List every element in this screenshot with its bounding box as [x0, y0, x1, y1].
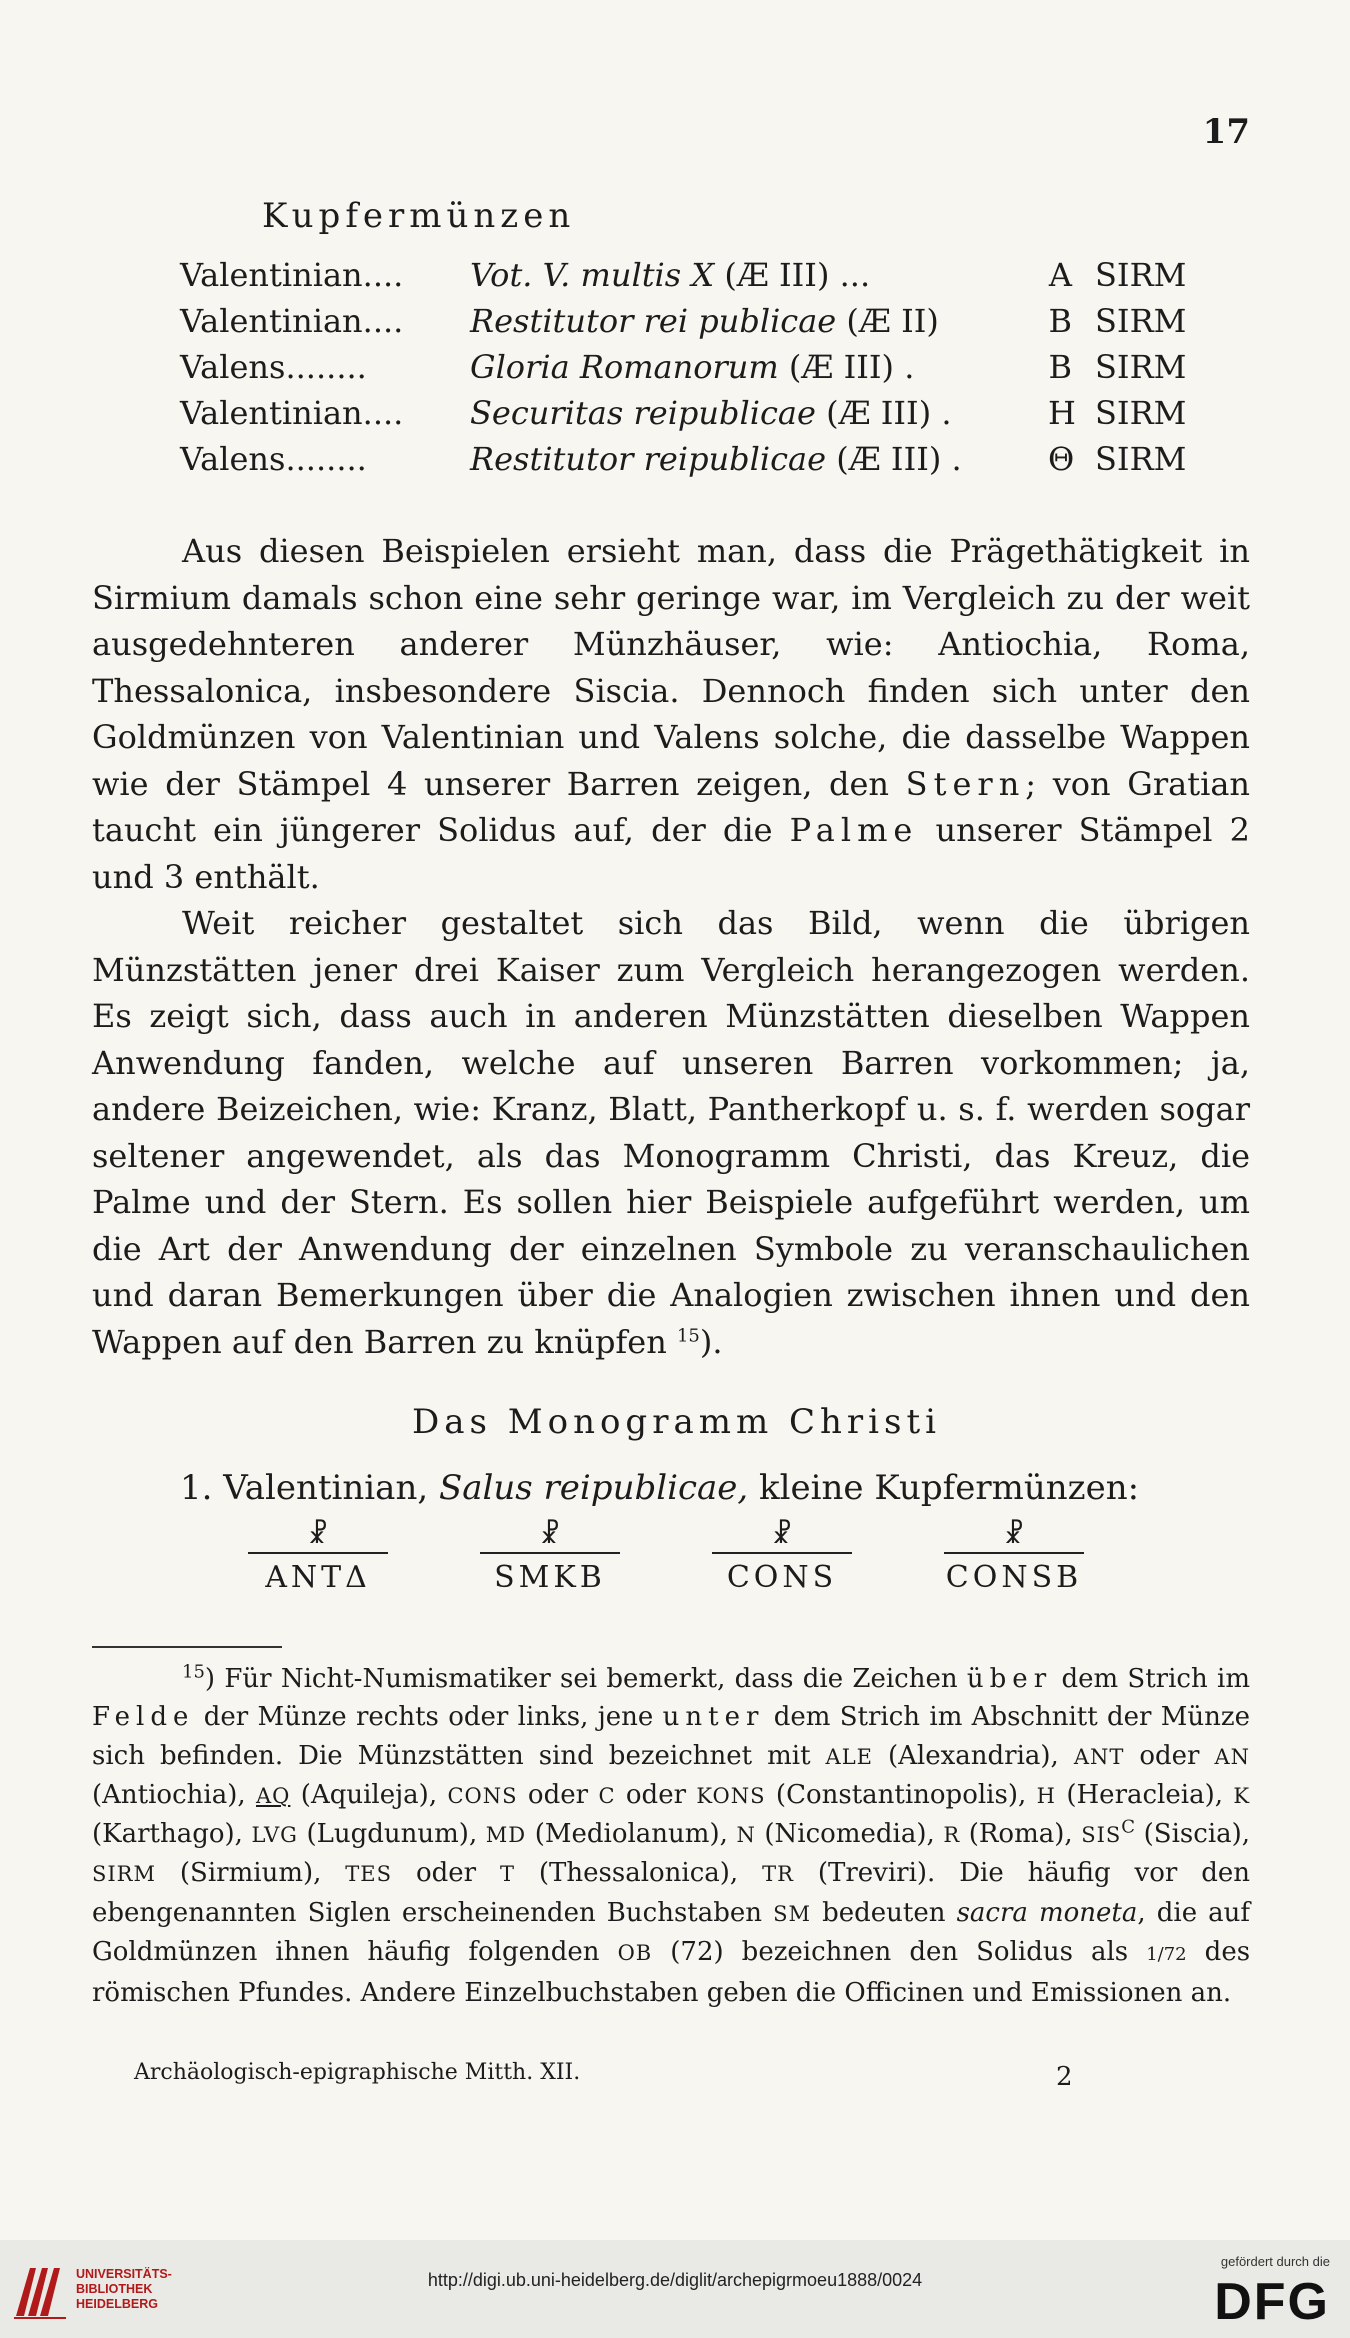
library-name: UNIVERSITÄTS- BIBLIOTHEK HEIDELBERG — [76, 2267, 172, 2311]
sponsor-caption: gefördert durch die — [1220, 2254, 1330, 2269]
mark-divider — [480, 1552, 620, 1554]
mark-divider — [712, 1552, 852, 1554]
mint-mark: ☧ CONS — [712, 1520, 852, 1595]
sheet-number: 2 — [1056, 2062, 1073, 2092]
section-heading-monogramm: Das Monogramm Christi — [412, 1402, 942, 1442]
page-number: 17 — [1202, 112, 1250, 152]
paragraph-other-mints: Weit reicher gestaltet sich das Bild, wenn die übrigen Münzstätten jener drei Kaiser zum Vergleich herangezogen werden. Es zeigt sich, dass auch in anderen Münzstätten dieselben Wappen Anwendung fanden, welche auf unseren Barren vorkommen; ja, andere Beizeichen, wie: Kranz, Blatt, Pantherkopf u. s. f. werden sogar seltener angewendet, als das Monogramm Christi, das Kreuz, die Palme und der Stern. Es sollen hier Beispiele aufgeführt werden, um die Art der Anwendung der einzelnen Symbole zu veranschaulichen und daran Bemerkungen über die Analogien zwischen ihnen und den Wappen auf den Barren zu knüpfen $^{15}$). — [92, 904, 1250, 1361]
mint-mark: ☧ SMKB — [480, 1520, 620, 1595]
mint-mark: ☧ ANTΔ — [248, 1520, 388, 1595]
permalink-url[interactable]: http://digi.ub.uni-heidelberg.de/diglit/archepigrmoeu1888/0024 — [427, 2270, 923, 2290]
footnote-divider — [92, 1646, 282, 1648]
monogram-item-line: 1. Valentinian, Salus reipublicae, kleine Kupfermünzen: — [180, 1468, 1140, 1508]
paragraph-sirmium: Aus diesen Beispielen ersieht man, dass die Prägethätigkeit in Sirmium damals schon eine sehr geringe war, im Vergleich zu der weit ausgedehnteren anderer Münzhäuser, wie: Antiochia, Roma, Thessalonica, insbesondere Siscia. Dennoch finden sich unter den Goldmünzen von Valentinian und Valens solche, die dasselbe Wappen wie der Stämpel 4 unserer Barren zeigen, den Stern; von Gratian taucht ein jüngerer Solidus auf, der die Palme unserer Stämpel 2 und 3 enthält. — [92, 532, 1251, 896]
dfg-logo-icon: DFG — [1214, 2273, 1330, 2331]
book-page: 17 Kupfermünzen Valentinian.... Vot. V. multis X (Æ III) ... A SIRM Valentinian.... Restitutor rei publicae (Æ II) B SIRM Valens........ Gloria Romanorum (Æ III) . B SIRM Valentinian.... Securitas reipublicae (Æ III) . H SIRM Valens........ Restitutor reipublicae (Æ III) . Θ SIRM Aus diesen Beispielen ersieht man, dass die Prägethätigkeit in Sirmium damals schon eine sehr geringe war, im Vergleich zu der weit ausgedehnteren anderer Münzhäuser, wie: Antiochia, Roma, Thessalonica, insbesondere Siscia. Dennoch finden sich unter den Goldmünzen von Valentinian und Valens solche, die dasselbe Wappen wie der Stämpel 4 unserer Barren zeigen, den Stern; von Gratian taucht ein jüngerer Solidus auf, der die Palme unserer Stämpel 2 und 3 enthält. Weit reicher gestaltet sich das Bild, wenn die übrigen Münzstätten jener drei Kaiser zum Vergleich herangezogen werden. Es zeigt sich, dass auch in anderen Münzstätten dieselben Wappen Anwendung fanden, welche auf unseren Barren vorkommen; ja, andere Beizeichen, wie: Kranz, Blatt, Pantherkopf u. s. f. werden sogar seltener angewendet, als das Monogramm Christi, das Kreuz, die Palme und der Stern. Es sollen hier Beispiele aufgeführt werden, um die Art der Anwendung der einzelnen Symbole zu veranschaulichen und daran Bemerkungen über die Analogien zwischen ihnen und den Wappen auf den Barren zu knüpfen $^{15}$). Das Monogramm Christi 1. Valentinian, Salus reipublicae, kleine Kupfermünzen: ☧ ANTΔ ☧ SMKB ☧ CONS ☧ CONSB $^{15}$) Für Nicht-Numismatiker sei bemerkt, dass die Zeichen über dem Strich im Felde der Münze rechts oder links, jene unter dem Strich im Abschnitt der Münze sich befinden. Die Münzstätten sind bezeichnet mit ALE (Alexandria), ANT oder AN (Antiochia), AQ (Aquileja), CONS oder C oder KONS (Constantinopolis), H (Heracleia), K (Karthago), LVG (Lugdunum), MD (Mediolanum), N (Nicomedia), R (Roma), $SIS^C$ (Siscia), SIRM (Sirmium), TES oder T (Thessalonica), TR (Treviri). Die häufig vor den ebengenannten Siglen erscheinenden Buchstaben SM bedeuten sacra moneta, die auf Goldmünzen ihnen häufig folgenden OB (72) bezeichnen den Solidus als 1/72 des römischen Pfundes. Andere Einzelbuchstaben geben die Officinen und Emissionen an. Archäologisch-epigraphische Mitth. XII. 2 — [0, 0, 1350, 2240]
section-heading-kupfermuenzen: Kupfermünzen — [262, 196, 576, 236]
chi-rho-icon: ☧ — [307, 1520, 329, 1550]
journal-signature: Archäologisch-epigraphische Mitth. XII. — [134, 2060, 581, 2085]
mark-divider — [248, 1552, 388, 1554]
footnote-15: $^{15}$) Für Nicht-Numismatiker sei bemerkt, dass die Zeichen über dem Strich im Felde der Münze rechts oder links, jene unter dem Strich im Abschnitt der Münze sich befinden. Die Münzstätten sind bezeichnet mit ALE (Alexandria), ANT oder AN (Antiochia), AQ (Aquileja), CONS oder C oder KONS (Constantinopolis), H (Heracleia), K (Karthago), LVG (Lugdunum), MD (Mediolanum), N (Nicomedia), R (Roma), $SIS^C$ (Siscia), SIRM (Sirmium), TES oder T (Thessalonica), TR (Treviri). Die häufig vor den ebengenannten Siglen erscheinenden Buchstaben SM bedeuten sacra moneta, die auf Goldmünzen ihnen häufig folgenden OB (72) bezeichnen den Solidus als 1/72 des römischen Pfundes. Andere Einzelbuchstaben geben die Officinen und Emissionen an. — [92, 1661, 1251, 2009]
chi-rho-icon: ☧ — [1003, 1520, 1025, 1550]
chi-rho-icon: ☧ — [771, 1520, 793, 1550]
mint-mark: ☧ CONSB — [945, 1520, 1083, 1595]
chi-rho-icon: ☧ — [539, 1520, 561, 1550]
viewer-footer — [0, 2240, 1350, 2338]
mark-divider — [944, 1552, 1084, 1554]
